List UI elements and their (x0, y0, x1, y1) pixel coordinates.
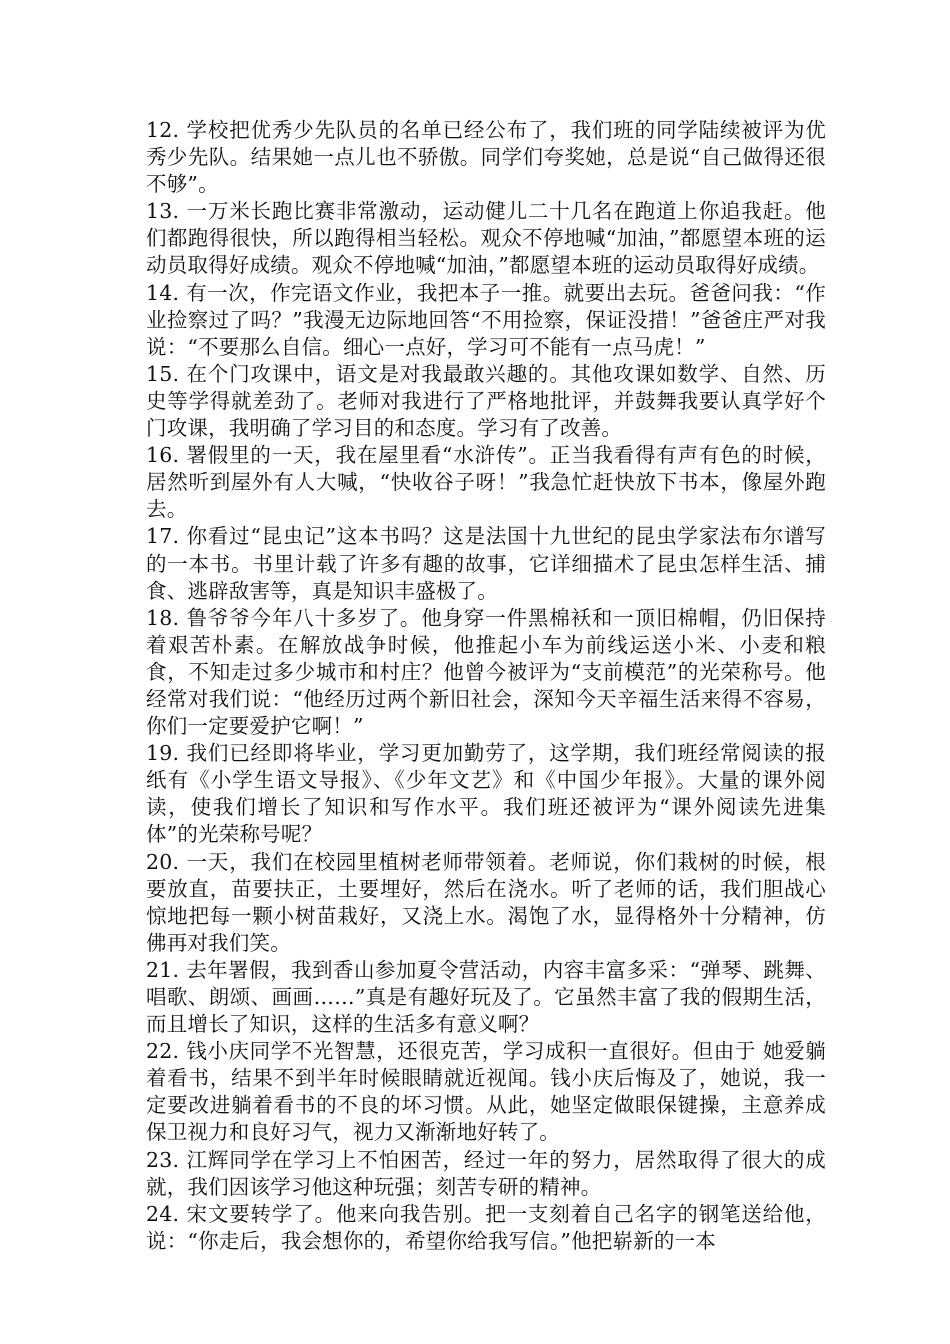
paragraph-13: 13. 一万米长跑比赛非常激动，运动健儿二十几名在跑道上你追我赶。他们都跑得很快，所以跑得相当轻松。观众不停地喊“加油，”都愿望本班的运动员取得好成绩。观众不停地喊“加油，”都愿望本班的运动员取得好成绩。 (146, 199, 826, 278)
document-body (146, 117, 826, 1255)
paragraph-20: 20. 一天，我们在校园里植树老师带领着。老师说，你们栽树的时候，根要放直，苗要扶正，土要埋好，然后在浇水。听了老师的话，我们胆战心惊地把每一颗小树苗栽好，又浇上水。渴饱了水，显得格外十分精神，仿佛再对我们笑。 (146, 849, 826, 955)
paragraph-12: 12. 学校把优秀少先队员的名单已经公布了，我们班的同学陆续被评为优秀少先队。结果她一点儿也不骄傲。同学们夸奖她，总是说“自己做得还很不够”。 (146, 118, 826, 197)
paragraph-18: 18. 鲁爷爷今年八十多岁了。他身穿一件黑棉袄和一顶旧棉帽，仍旧保持着艰苦朴素。在解放战争时候，他推起小车为前线运送小米、小麦和粮食，不知走过多少城市和村庄？他曾今被评为“支前模范”的光荣称号。他经常对我们说：“他经历过两个新旧社会，深知今天辛福生活来得不容易，你们一定要爱护它啊！” (146, 605, 826, 739)
paragraph-19: 19. 我们已经即将毕业，学习更加勤劳了，这学期，我们班经常阅读的报纸有《小学生语文导报》、《少年文艺》和《中国少年报》。大量的课外阅读，使我们增长了知识和写作水平。我们班还被评为“课外阅读先进集体”的光荣称号呢？ (146, 741, 826, 847)
paragraph-21: 21. 去年署假，我到香山参加夏令营活动，内容丰富多采：“弹琴、跳舞、唱歌、朗颂、画画……”真是有趣好玩及了。它虽然丰富了我的假期生活，而且增长了知识，这样的生活多有意义啊？ (146, 957, 826, 1037)
paragraph-17: 17. 你看过“昆虫记”这本书吗？这是法国十九世纪的昆虫学家法布尔谱写的一本书。书里计载了许多有趣的故事，它详细描术了昆虫怎样生活、捕食、逃辟敌害等，真是知识丰盛极了。 (146, 524, 826, 603)
paragraph-16: 16. 署假里的一天，我在屋里看“水浒传”。正当我看得有声有色的时候，居然听到屋外有人大喊，“快收谷子呀！”我急忙赶快放下书本，像屋外跑去。 (146, 443, 826, 522)
paragraph-22: 22. 钱小庆同学不光智慧，还很克苦，学习成积一直很好。但由于 她爱躺着看书，结果不到半年时候眼睛就近视闻。钱小庆后悔及了，她说，我一定要改进躺着看书的不良的坏习惯。从此，她坚定做眼保键操，主意养成保卫视力和良好习气，视力又渐渐地好转了。 (146, 1039, 826, 1145)
paragraph-15: 15. 在个门攻课中，语文是对我最敢兴趣的。其他攻课如数学、自然、历史等学得就差劲了。老师对我进行了严格地批评，并鼓舞我要认真学好个门攻课，我明确了学习目的和态度。学习有了改善。 (146, 361, 826, 441)
paragraph-14: 14. 有一次，作完语文作业，我把本子一推。就要出去玩。爸爸问我：“作业捡察过了吗？”我漫无边际地回答“不用捡察，保证没措！”爸爸庄严对我说：“不要那么自信。细心一点好，学习可不能有一点马虎！” (146, 280, 826, 359)
paragraph-24: 24. 宋文要转学了。他来向我告别。把一支刻着自己名字的钢笔送给他，说：“你走后，我会想你的，希望你给我写信。”他把崭新的一本 (146, 1201, 826, 1253)
paragraph-23: 23. 江辉同学在学习上不怕困苦，经过一年的努力，居然取得了很大的成就，我们因该学习他这种玩强；刻苦专研的精神。 (146, 1147, 826, 1199)
